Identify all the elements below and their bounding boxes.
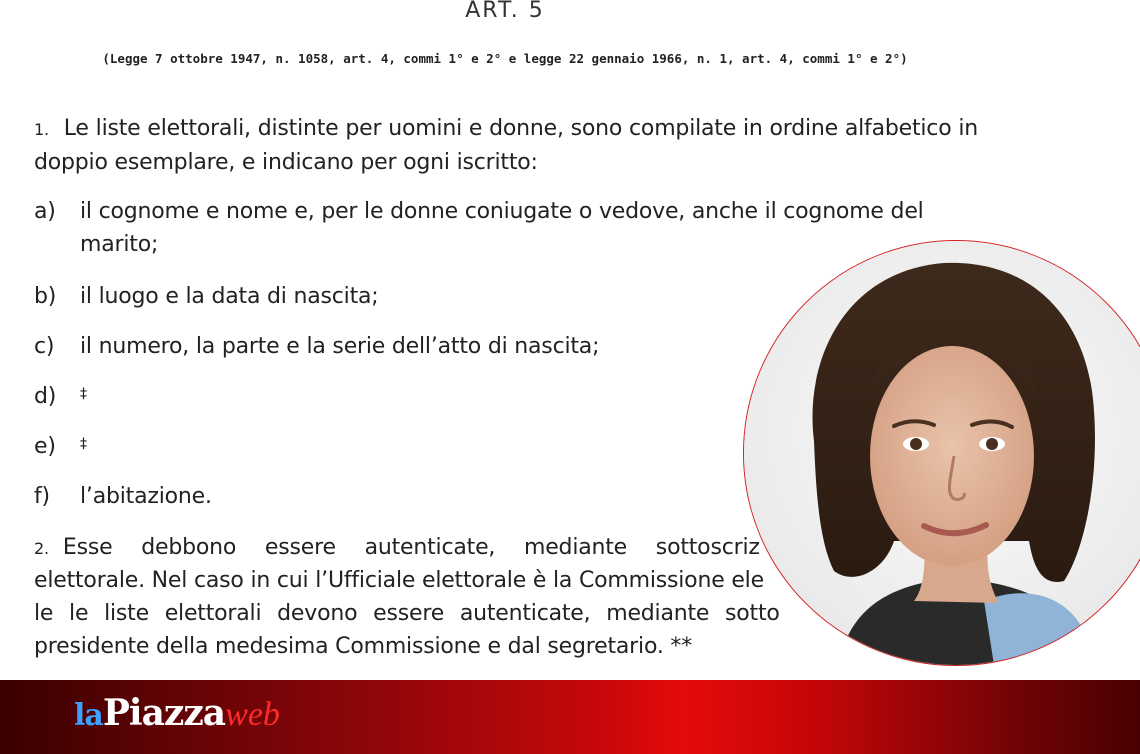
article-title: ART. 5 xyxy=(465,0,545,23)
paragraph-2-line-4 xyxy=(34,630,978,663)
list-item-a xyxy=(34,195,978,265)
paragraph-2-line-2-text: elettorale. Nel caso in cui l’Ufficiale elettorale è la Commissione ele xyxy=(34,568,764,593)
logo-piazza-text: Piazza xyxy=(102,692,226,734)
paragraph-1 xyxy=(34,112,978,179)
paragraph-1-number: 1. xyxy=(34,120,49,139)
list-item-letter: e) xyxy=(34,434,56,459)
portrait-illustration xyxy=(744,241,1140,665)
paragraph-2-line-1-text: Esse debbono essere autenticate, mediante sottoscriz xyxy=(62,535,760,560)
logo-web-text: web xyxy=(225,696,280,733)
list-item-text: il cognome e nome e, per le donne coniugate o vedove, anche il cognome del marito; xyxy=(80,199,924,257)
double-dagger-icon: ‡ xyxy=(80,386,87,402)
list-item-text: il numero, la parte e la serie dell’atto di nascita; xyxy=(80,334,600,359)
list-item-letter: b) xyxy=(34,284,57,309)
list-item-text: il luogo e la data di nascita; xyxy=(80,284,379,309)
list-item-letter: d) xyxy=(34,384,57,409)
paragraph-2-line-4-text: presidente della medesima Commissione e dal segretario. ** xyxy=(34,634,693,659)
logo-la-text: la xyxy=(74,698,103,733)
paragraph-1-text: Le liste elettorali, distinte per uomini e donne, sono compilate in ordine alfabetico in doppio esemplare, e indicano per ogni iscritto: xyxy=(34,116,978,175)
double-dagger-icon: ‡ xyxy=(80,436,87,452)
list-item-letter: f) xyxy=(34,484,50,509)
footer-banner xyxy=(0,680,1140,754)
lapiazzaweb-logo[interactable] xyxy=(74,692,280,742)
paragraph-2-line-3-text: le le liste elettorali devono essere autenticate, mediante sotto xyxy=(34,601,780,626)
list-item-text: l’abitazione. xyxy=(80,484,212,509)
list-item-letter: a) xyxy=(34,199,56,224)
paragraph-2-number: 2. xyxy=(34,539,49,558)
article-subtitle: (Legge 7 ottobre 1947, n. 1058, art. 4, commi 1° e 2° e legge 22 gennaio 1966, n. 1, art. 4, commi 1° e 2°) xyxy=(102,51,908,66)
list-item-letter: c) xyxy=(34,334,55,359)
